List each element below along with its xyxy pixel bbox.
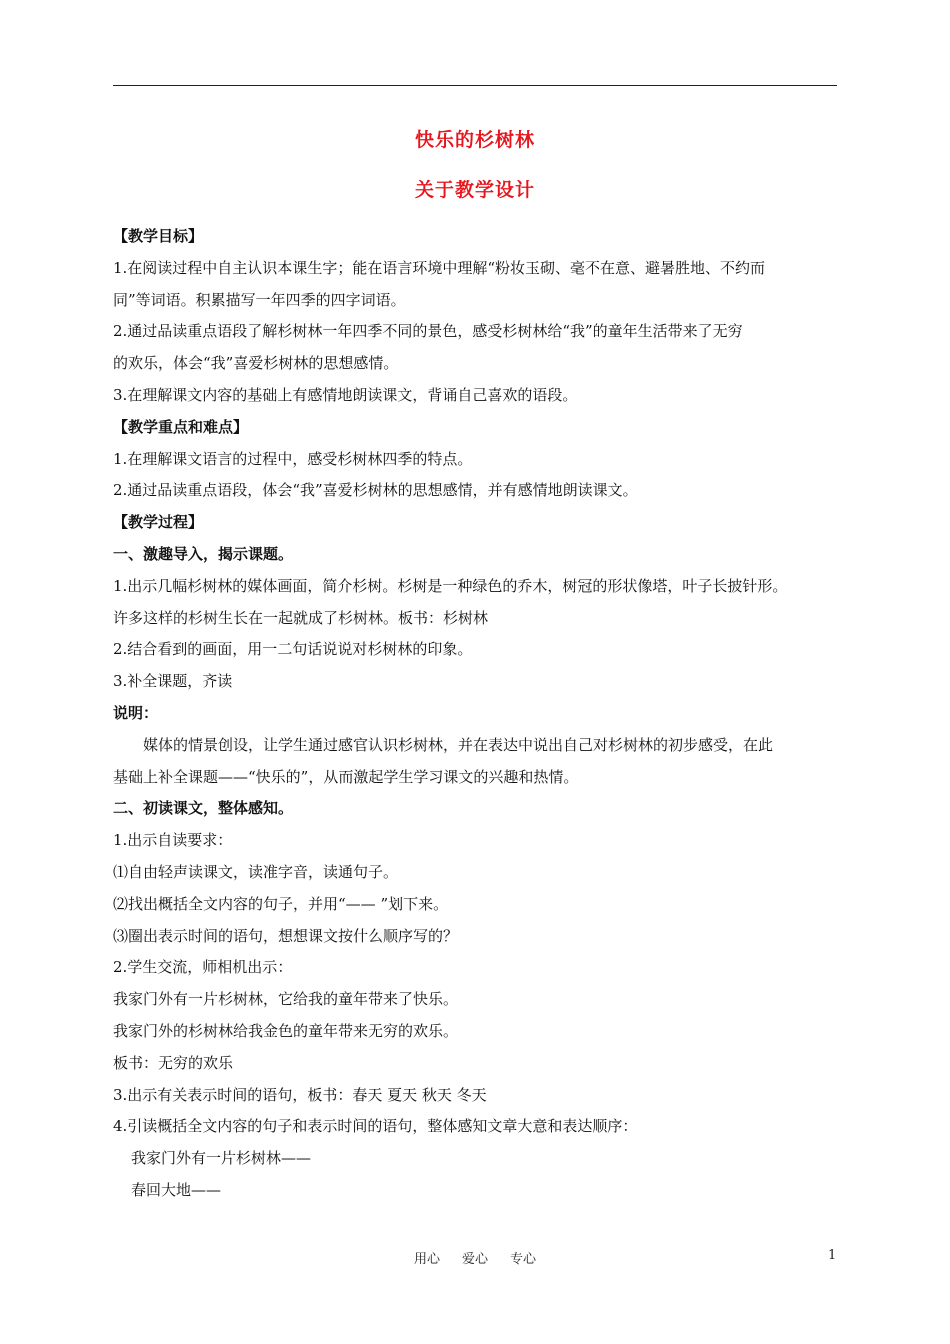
body-line: 媒体的情景创设，让学生通过感官认识杉树林，并在表达中说出自己对杉树林的初步感受，在此 (143, 735, 774, 754)
body-line: ⑴自由轻声读课文，读准字音，读通句子。 (113, 862, 399, 881)
body-line: 1.在理解课文语言的过程中，感受杉树林四季的特点。 (113, 449, 473, 468)
body-line: 基础上补全课题——“快乐的”，从而激起学生学习课文的兴趣和热情。 (113, 767, 579, 786)
body-line: 2.结合看到的画面，用一二句话说说对杉树林的印象。 (113, 640, 473, 659)
footer-motto-item: 专心 (510, 1252, 537, 1267)
body-line: 2.通过品读重点语段了解杉树林一年四季不同的景色，感受杉树林给“我”的童年生活带来了无穷 (113, 322, 743, 341)
page-number: 1 (828, 1248, 837, 1263)
footer-motto-item: 用心 (413, 1252, 440, 1267)
footer-motto-item: 爱心 (461, 1252, 488, 1267)
document-subtitle: 关于教学设计 (414, 179, 535, 201)
body-line: ⑵找出概括全文内容的句子，并用“—— ”划下来。 (113, 894, 449, 913)
section-heading: 【教学重点和难点】 (113, 417, 249, 436)
body-line: 的欢乐，体会“我”喜爱杉树林的思想感情。 (113, 354, 399, 373)
section-heading: 【教学过程】 (113, 513, 204, 532)
body-line: ⑶圈出表示时间的语句，想想课文按什么顺序写的？ (113, 926, 459, 945)
body-line: 许多这样的杉树生长在一起就成了杉树林。板书：杉树林 (113, 608, 489, 627)
body-line: 板书：无穷的欢乐 (113, 1053, 234, 1072)
header-rule (113, 85, 837, 86)
body-line: 我家门外的杉树林给我金色的童年带来无穷的欢乐。 (113, 1021, 459, 1040)
section-heading: 二、初读课文，整体感知。 (113, 799, 294, 818)
body-line: 3.出示有关表示时间的语句，板书：春天 夏天 秋天 冬天 (113, 1085, 487, 1104)
section-heading: 【教学目标】 (113, 227, 204, 245)
footer-motto (0, 1248, 950, 1267)
section-heading: 说明： (113, 703, 159, 722)
document-body (113, 221, 840, 1207)
body-line: 3.补全课题，齐读 (113, 672, 233, 691)
body-line: 春回大地—— (131, 1180, 222, 1199)
document-title: 快乐的杉树林 (414, 129, 535, 151)
body-line: 同”等词语。积累描写一年四季的四字词语。 (113, 290, 406, 309)
body-line: 1.出示几幅杉树林的媒体画面，简介杉树。杉树是一种绿色的乔木，树冠的形状像塔，叶子长披针形。 (113, 576, 788, 595)
body-line: 3.在理解课文内容的基础上有感情地朗读课文，背诵自己喜欢的语段。 (113, 385, 578, 404)
body-line: 2.学生交流，师相机出示： (113, 958, 293, 977)
body-line: 1.在阅读过程中自主认识本课生字；能在语言环境中理解“粉妆玉砌、毫不在意、避暑胜地、不约而 (113, 258, 765, 277)
section-heading: 一、激趣导入，揭示课题。 (113, 544, 294, 563)
body-line: 1.出示自读要求： (113, 831, 233, 850)
body-line: 2.通过品读重点语段，体会“我”喜爱杉树林的思想感情，并有感情地朗读课文。 (113, 481, 638, 500)
body-line: 我家门外有一片杉树林—— (131, 1149, 312, 1168)
body-line: 4.引读概括全文内容的句子和表示时间的语句，整体感知文章大意和表达顺序： (113, 1117, 638, 1136)
body-line: 我家门外有一片杉树林，它给我的童年带来了快乐。 (113, 990, 459, 1009)
